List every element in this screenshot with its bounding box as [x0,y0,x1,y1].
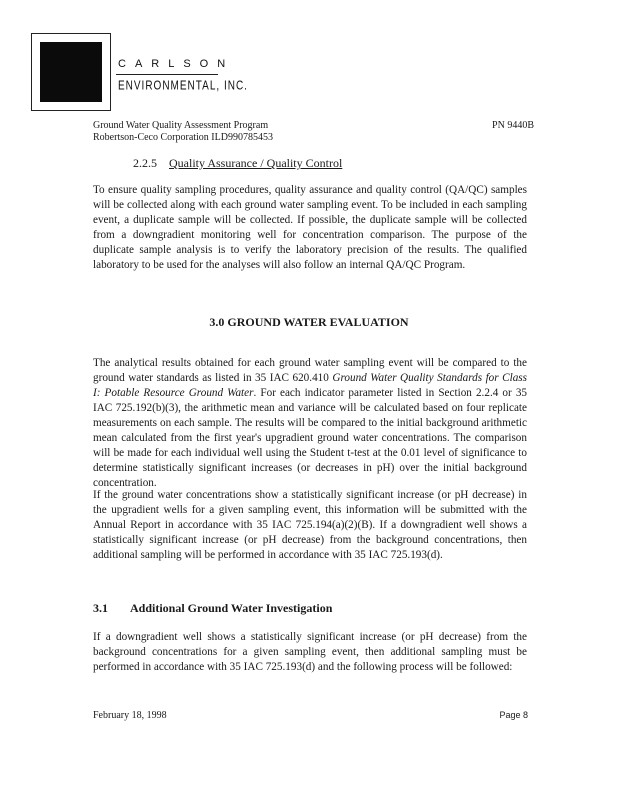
section-number: 3.1 [93,601,108,615]
page-number: Page 8 [499,710,528,720]
paragraph-upgradient: If the ground water concentrations show a statistically significant increase (or pH decrease) in the upgradient wells for a given sampling event, this information will be submitted with the Annual Report in accordance with 35 IAC 725.194(a)(2)(B). If a downgradient well shows a statistically significant increase (or pH decrease) from the background concentrations, then additional sampling will be performed in accordance with 35 IAC 725.193(d). [93,489,527,561]
section-number: 2.2.5 [133,156,157,170]
section-heading-30: 3.0 GROUND WATER EVALUATION [209,315,409,329]
company-name: CARLSON [118,58,235,70]
paragraph-text: . For each indicator parameter listed in Section 2.2.4 or 35 IAC 725.192(b)(3), the arithmetic mean and variance will be calculated based on four replicate measurements on each sample. The results will be compared to the initial background arithmetic mean calculated from the first year's upgradient ground water concentrations. The comparison will be made for each individual well using the Student t-test at the 0.01 level of significance to determine statistically significant increases (or decreases in pH) over the initial background concentration. [93,387,528,489]
paragraph-evaluation [93,356,527,491]
section-heading-31 [93,601,332,616]
section-heading-225 [133,156,342,171]
paragraph-qaqc: To ensure quality sampling procedures, quality assurance and quality control (QA/QC) samples will be collected along with each ground water sampling event. To be included in each sampling event, a duplicate sample will be collected. If possible, the duplicate sample will be collected from a downgradient monitoring well for concentration comparison. The purpose of the duplicate sample analysis is to verify the laboratory precision of the results. The qualified laboratory to be used for the analyses will also follow an internal QA/QC Program. [93,184,527,271]
section-title: Quality Assurance / Quality Control [169,156,343,170]
logo-square [40,42,102,102]
program-name: Ground Water Quality Assessment Program [93,120,269,131]
standard-title: Ground Water Quality Standards for Class I: Potable Resource Ground Water [93,372,527,399]
company-subname: ENVIRONMENTAL, INC. [118,79,248,94]
company-id: Robertson-Ceco Corporation ILD990785453 [93,132,273,143]
section-title: Additional Ground Water Investigation [130,601,333,615]
paragraph-additional: If a downgradient well shows a statistically significant increase (or pH decrease) from the background concentrations for a given sampling event, then additional sampling must be performed in accordance with 35 IAC 725.193(d) and the following process will be followed: [93,631,527,673]
footer-date: February 18, 1998 [93,710,167,721]
header-left [93,120,273,144]
logo-rule [116,74,218,75]
paragraph-text: The analytical results obtained for each ground water sampling event will be compared to the ground water standards as listed in 35 IAC 620.410 [93,357,527,384]
project-number: PN 9440B [492,120,534,131]
